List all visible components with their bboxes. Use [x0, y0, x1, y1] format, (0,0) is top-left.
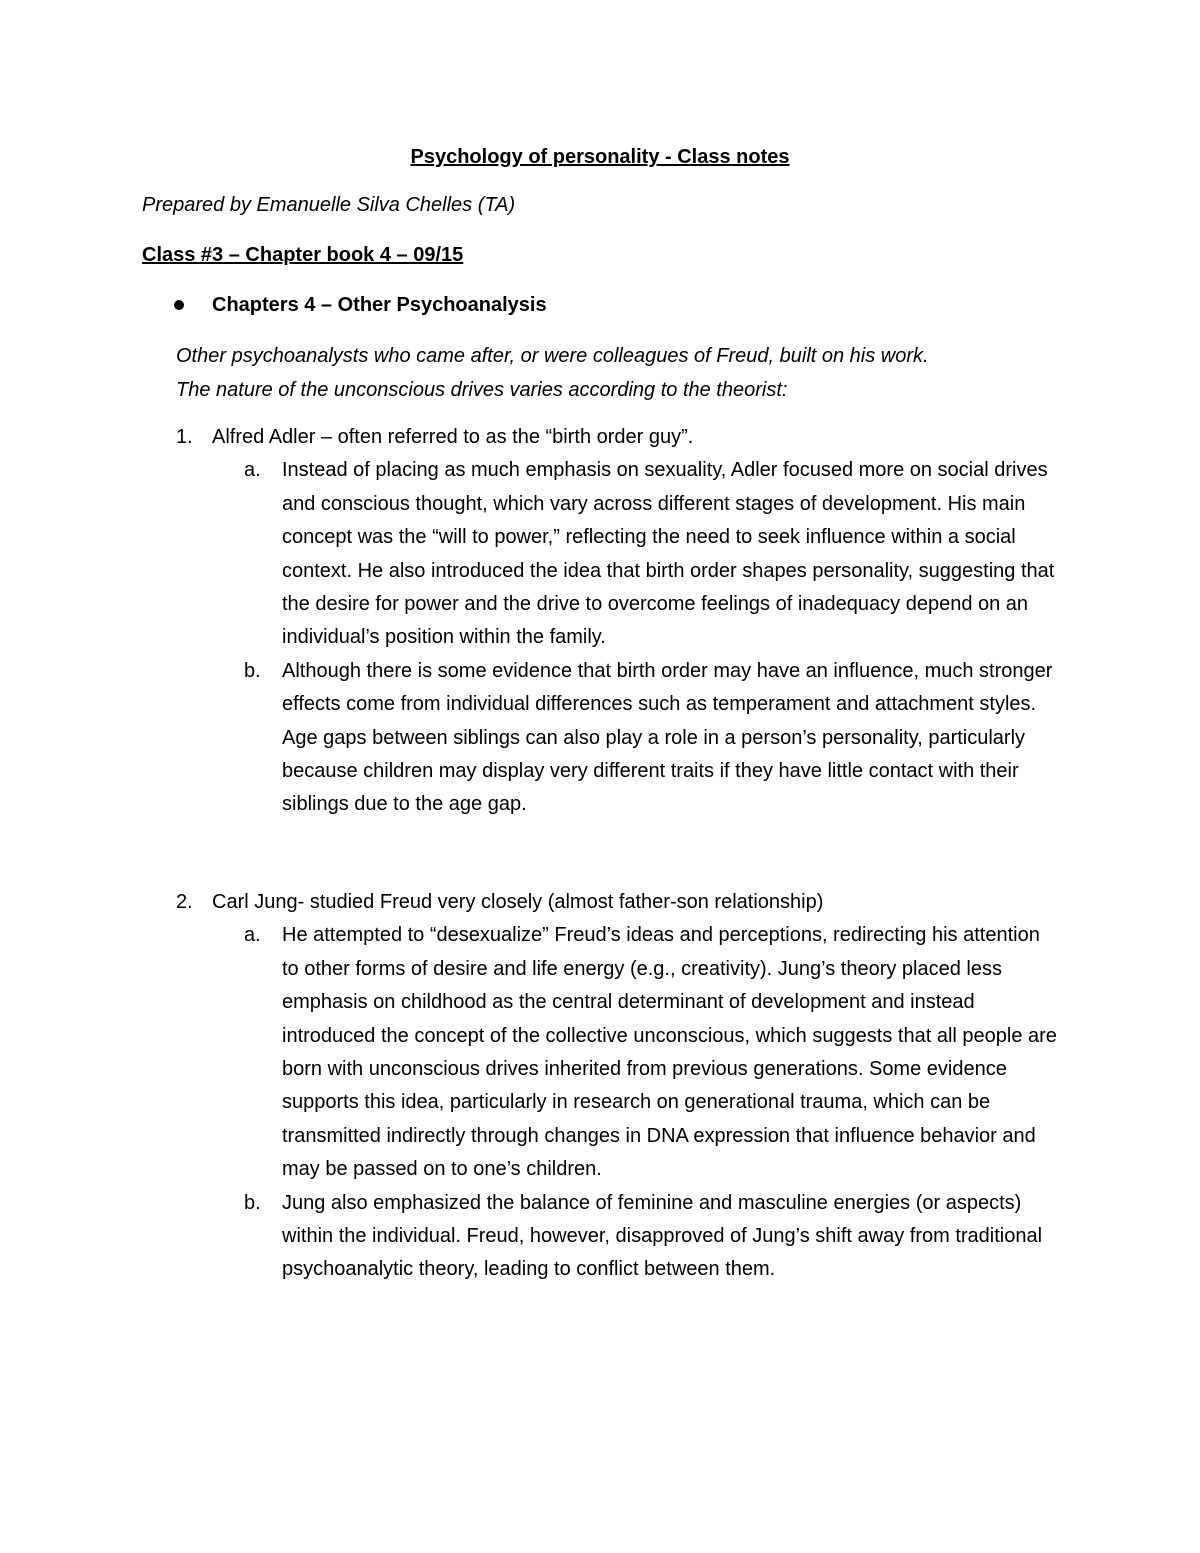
sub-item: [244, 454, 1062, 654]
chapter-bullet-text: Chapters 4 – Other Psychoanalysis: [212, 294, 547, 316]
sub-item-text: Instead of placing as much emphasis on sexuality, Adler focused more on social drives and conscious thought, which vary across different stages of development. His main concept was the “will to power,” reflecting the need to seek influence within a social context. He also introduced the idea that birth order shapes personality, suggesting that the desire for power and the drive to overcome feelings of inadequacy depend on an individual’s position within the family.: [282, 459, 1055, 649]
sub-item-text: Although there is some evidence that birth order may have an influence, much stronger effects come from individual differences such as temperament and attachment styles. Age gaps between siblings can also play a role in a person’s personality, particularly because children may display very different traits if they have little contact with their siblings due to the age gap.: [282, 659, 1053, 816]
sub-item-text: He attempted to “desexualize” Freud’s ideas and perceptions, redirecting his attention to other forms of desire and life energy (e.g., creativity). Jung’s theory placed less emphasis on childhood as the central determinant of development and instead introduced the concept of the collective unconscious, which suggests that all people are born with unconscious drives inherited from previous generations. Some evidence supports this idea, particularly in research on generational trauma, which can be transmitted indirectly through changes in DNA expression that influence behavior and may be passed on to one’s children.: [282, 924, 1057, 1181]
sub-item-text: Jung also emphasized the balance of feminine and masculine energies (or aspects) within the individual. Freud, however, disapproved of Jung’s shift away from traditional psychoanalytic theory, leading to conflict between them.: [282, 1191, 1043, 1281]
byline: Prepared by Emanuelle Silva Chelles (TA): [142, 194, 516, 216]
intro-paragraph: [176, 340, 1076, 407]
intro-line: The nature of the unconscious drives varies according to the theorist:: [176, 378, 788, 401]
item-text: Carl Jung- studied Freud very closely (almost father-son relationship): [212, 891, 824, 913]
sub-item: [244, 1187, 1062, 1287]
sub-item-letter: b.: [244, 659, 261, 682]
item-number: 1.: [176, 426, 193, 448]
item-text: Alfred Adler – often referred to as the “birth order guy”.: [212, 426, 694, 448]
sub-item-letter: a.: [244, 459, 261, 482]
list-item-adler: [142, 421, 1062, 822]
intro-line: Other psychoanalysts who came after, or were colleagues of Freud, built on his work.: [176, 345, 929, 367]
sub-item-letter: b.: [244, 1191, 261, 1214]
chapter-bullet: [172, 290, 547, 320]
sub-item-letter: a.: [244, 924, 261, 947]
list-item-jung: [142, 886, 1062, 1287]
class-heading: Class #3 – Chapter book 4 – 09/15: [142, 244, 464, 266]
sub-item: [244, 919, 1062, 1186]
bullet-dot-icon: [174, 300, 184, 310]
document-title: Psychology of personality - Class notes: [410, 146, 790, 168]
sub-item: [244, 655, 1062, 822]
item-number: 2.: [176, 891, 193, 913]
